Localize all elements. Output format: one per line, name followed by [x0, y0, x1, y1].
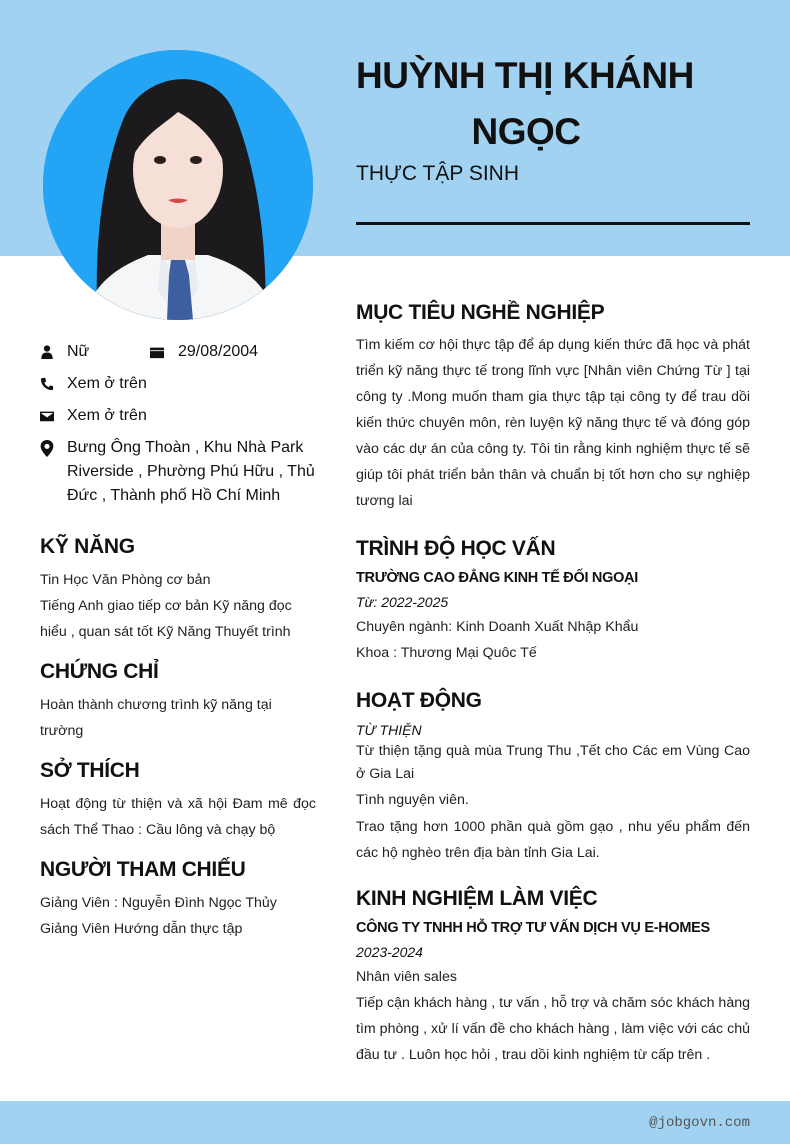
portrait-illustration	[43, 50, 313, 320]
activity-subtitle: TỪ THIỆN	[356, 722, 422, 738]
hobbies-text: Hoạt động từ thiện và xã hội Đam mê đọc sách Thể Thao : Cầu lông và chạy bộ	[40, 796, 316, 838]
job-title: THỰC TẬP SINH	[356, 162, 520, 185]
footer-website: @jobgovn.com	[649, 1115, 750, 1131]
objective-section	[356, 300, 750, 514]
activities-title: HOẠT ĐỘNG	[356, 689, 482, 712]
experience-position: Nhân viên sales	[356, 969, 457, 985]
skill-line: Tiếng Anh giao tiếp cơ bản Kỹ năng đọc hiểu , quan sát tốt Kỹ Năng Thuyết trình	[40, 598, 292, 640]
birthday-value: 29/08/2004	[178, 343, 259, 360]
skills-section	[40, 534, 316, 645]
person-icon	[40, 340, 54, 364]
certificates-title: CHỨNG CHỈ	[40, 660, 159, 683]
skills-title: KỸ NĂNG	[40, 535, 135, 558]
gender-item	[40, 340, 149, 364]
experience-description: Tiếp cận khách hàng , tư vấn , hỗ trợ và chăm sóc khách hàng tìm phòng , xử lí vấn đề cho khách hàng , làm việc với các chủ đầu tư . Luôn học hỏi , trau dồi kinh nghiệm từ cấp trên .	[356, 995, 750, 1063]
skill-line: Tin Học Văn Phòng cơ bản	[40, 572, 211, 588]
education-major: Chuyên ngành: Kinh Doanh Xuất Nhập Khẩu	[356, 619, 639, 635]
activity-line: Tình nguyện viên.	[356, 792, 469, 808]
hobbies-section	[40, 758, 316, 843]
education-faculty: Khoa : Thương Mại Quôc Tế	[356, 645, 537, 661]
title-divider	[356, 222, 750, 225]
certificates-section	[40, 659, 316, 744]
references-text: Giảng Viên : Nguyễn Đình Ngọc Thủy Giảng Viên Hướng dẫn thực tập	[40, 895, 277, 937]
phone-icon	[40, 372, 54, 396]
phone-item	[40, 372, 316, 396]
left-column	[40, 340, 316, 942]
education-title: TRÌNH ĐỘ HỌC VẤN	[356, 537, 556, 560]
references-title: NGƯỜI THAM CHIẾU	[40, 858, 246, 881]
objective-text: Tìm kiếm cơ hội thực tập để áp dụng kiến thức đã học và phát triển kỹ năng thực tế trong lĩnh vực [Nhân viên Chứng Từ ] tại công ty .Mong muốn tham gia thực tập tại công ty để trau dồi kiến thức chuyên môn, rèn luyện kỹ năng thực tế và đóng góp vào các dự án của công ty. Tôi tin rằng kinh nghiệm thực tế sẽ giúp tôi phát triển bản thân và chuẩn bị tốt hơn cho sự nghiệp tương lai	[356, 337, 750, 509]
address-value: Bưng Ông Thoàn , Khu Nhà Park Riverside , Phường Phú Hữu , Thủ Đức , Thành phố Hồ Chí Minh	[67, 439, 315, 504]
mail-icon	[40, 404, 54, 428]
gender-value: Nữ	[67, 343, 90, 360]
references-section	[40, 857, 316, 942]
gender-birthday-row	[40, 340, 316, 364]
activities-section	[356, 688, 750, 866]
experience-title: KINH NGHIỆM LÀM VIỆC	[356, 887, 598, 910]
address-item	[40, 436, 316, 508]
experience-period: 2023-2024	[356, 944, 423, 960]
location-pin-icon	[40, 436, 54, 460]
certificate-line: Hoàn thành chương trình kỹ năng tại trường	[40, 697, 272, 739]
activity-line: Trao tặng hơn 1000 phần quà gồm gạo , nhu yếu phẩm đến các hộ nghèo trên địa bàn tỉnh Gia Lai.	[356, 819, 750, 861]
email-value: Xem ở trên	[67, 407, 147, 424]
hobbies-title: SỞ THÍCH	[40, 759, 140, 782]
education-period: Từ: 2022-2025	[356, 594, 449, 610]
profile-photo	[43, 50, 313, 320]
objective-title: MỤC TIÊU NGHỀ NGHIỆP	[356, 301, 605, 324]
name-line-2: NGỌC	[471, 111, 581, 152]
right-column	[356, 300, 750, 1068]
activity-line: Từ thiện tặng quà mùa Trung Thu ,Tết cho Các em Vùng Cao ở Gia Lai	[356, 743, 750, 782]
phone-value: Xem ở trên	[67, 375, 147, 392]
school-name: TRƯỜNG CAO ĐẲNG KINH TẾ ĐỐI NGOẠI	[356, 570, 638, 586]
name-line-1: HUỲNH THỊ KHÁNH	[356, 55, 694, 96]
email-item	[40, 404, 316, 428]
experience-section	[356, 886, 750, 1068]
company-name: CÔNG TY TNHH HỖ TRỢ TƯ VẤN DỊCH VỤ E-HOMES	[356, 920, 710, 936]
candidate-name	[356, 48, 696, 160]
education-section	[356, 536, 750, 666]
calendar-icon	[149, 340, 165, 364]
birthday-item	[149, 340, 258, 364]
